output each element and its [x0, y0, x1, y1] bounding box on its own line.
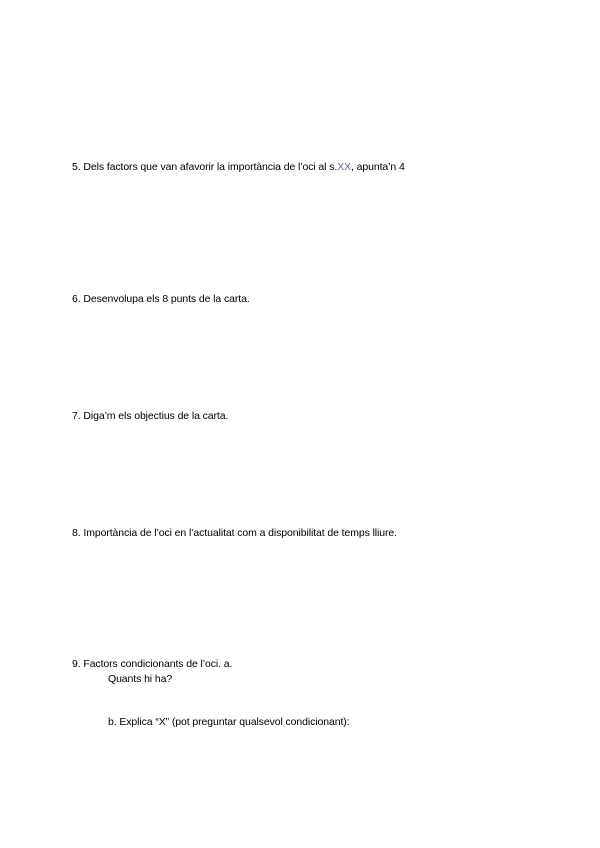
question-9-b: b. Explica “X” (pot preguntar qualsevol condicionant): [108, 716, 350, 728]
question-9-a-text: Quants hi ha? [108, 673, 173, 685]
question-6: 6. Desenvolupa els 8 punts de la carta. [72, 293, 250, 305]
question-5 [72, 161, 405, 174]
question-7: 7. Diga’m els objectius de la carta. [72, 410, 229, 422]
question-9: 9. Factors condicionants de l’oci. a. [72, 658, 233, 670]
question-5-text: 5. Dels factors que van afavorir la importància de l’oci al s. [72, 161, 338, 173]
question-5-text-end: , apunta’n 4 [351, 161, 405, 173]
question-8: 8. Importància de l’oci en l’actualitat com a disponibilitat de temps lliure. [72, 527, 397, 539]
question-5-century: XX [337, 161, 351, 173]
